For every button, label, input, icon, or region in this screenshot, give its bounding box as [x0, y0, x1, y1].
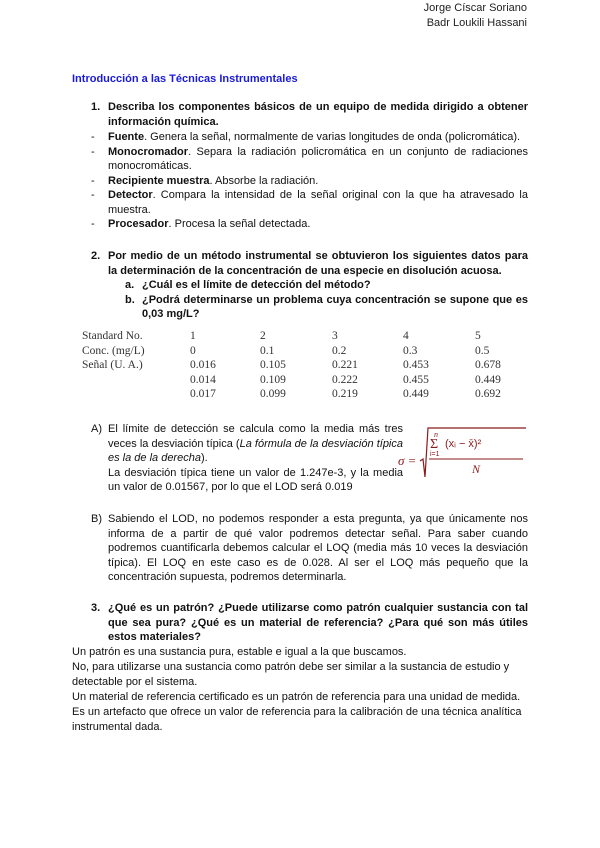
- sub-question: a. ¿Cuál es el límite de detección del método?: [125, 279, 371, 291]
- list-item: - Recipiente muestra. Absorbe la radiación.: [91, 174, 319, 187]
- data-table: [82, 330, 525, 403]
- svg-text:i=1: i=1: [430, 451, 440, 458]
- std-dev-formula: [398, 425, 528, 485]
- answer-paragraph: Un patrón es una sustancia pura, estable e igual a la que buscamos.: [72, 646, 407, 658]
- item-term: Monocromador: [108, 145, 189, 158]
- answer-label: A): [91, 423, 102, 435]
- item-desc: . Absorbe la radiación.: [209, 174, 319, 187]
- item-desc: . Genera la señal, normalmente de varias longitudes de onda (policromática).: [144, 131, 521, 143]
- question-3: [91, 601, 528, 645]
- answer-label: B): [91, 513, 102, 525]
- question-number: 3.: [91, 602, 101, 614]
- answer-paragraph: Un material de referencia certificado es un patrón de referencia para una unidad de medida. Es un artefacto que ofrece un valor de referencia para la calibración de una técnica analítica instrumental dada.: [72, 691, 522, 733]
- svg-text:n: n: [434, 430, 438, 439]
- svg-text:(xᵢ − x̄)²: (xᵢ − x̄)²: [445, 438, 482, 450]
- answer-b: [91, 512, 528, 585]
- answer-3: [72, 645, 532, 735]
- list-item: - Monocromador. Separa la radiación policromática en un conjunto de radiaciones monocromáticas.: [91, 145, 528, 172]
- list-item: - Detector. Compara la intensidad de la señal original con la que ha atravesado la muestra.: [91, 189, 528, 216]
- table-row: Standard No. 1 2 3 4 5: [82, 330, 481, 342]
- authors-header: [424, 1, 527, 31]
- author-name: Badr Loukili Hassani: [426, 17, 527, 29]
- svg-text:σ =: σ =: [398, 453, 417, 468]
- std-dev-formula-icon: [398, 425, 528, 485]
- component-list: [91, 130, 528, 232]
- item-term: Recipiente muestra: [108, 174, 210, 187]
- list-item: - Fuente. Genera la señal, normalmente de varias longitudes de onda (policromática).: [91, 131, 521, 143]
- list-item: - Procesador. Procesa la señal detectada.: [91, 218, 311, 230]
- table-row: 0.014 0.109 0.222 0.455 0.449: [190, 373, 501, 386]
- answer-a: A) El límite de detección se calcula como la media más tres veces la desviación típica (La fórmula de la desviación típica es la de la derecha). La desviación típica tiene un valor de 1.247e-3, y la media un valor de 0.01567, por lo que el LOD será 0.019: [91, 423, 403, 493]
- item-term: Procesador: [108, 218, 169, 230]
- author-name: Jorge Císcar Soriano: [423, 2, 527, 14]
- answer-b-text: Sabiendo el LOD, no podemos responder a esta pregunta, ya que únicamente nos informa de a partir de qué valor podremos detectar señal. Para saber cuando podremos cuantificarla debemos calcular el LOQ (media más 10 veces la desviación típica). El LOQ en este caso es de 0.028. Al ser el LOQ más pequeño que la concentración supuesta, podremos determinarla.: [108, 513, 528, 583]
- table-row: Conc. (mg/L) 0 0.1 0.2 0.3 0.5: [82, 344, 490, 357]
- item-desc: . Procesa la señal detectada.: [168, 218, 311, 230]
- question-2: [91, 249, 528, 322]
- question-1: [91, 100, 528, 129]
- table-row: Señal (U. A.) 0.016 0.105 0.221 0.453 0.678: [82, 359, 501, 371]
- answer-paragraph: No, para utilizarse una sustancia como patrón debe ser similar a la sustancia de estudio y detectable por el sistema.: [72, 661, 510, 688]
- question-text: Por medio de un método instrumental se obtuvieron los siguientes datos para la determinación de la concentración de una especie en disolución acuosa.: [108, 250, 528, 277]
- svg-text:Σ: Σ: [430, 437, 439, 452]
- question-text: Describa los componentes básicos de un equipo de medida dirigido a obtener información química.: [108, 101, 528, 128]
- svg-text:N: N: [472, 462, 481, 476]
- question-number: 1.: [91, 101, 101, 113]
- question-text: ¿Qué es un patrón? ¿Puede utilizarse como patrón cualquier sustancia con tal que sea pura? ¿Qué es un material de referencia? ¿Para qué son más útiles estos materiales?: [108, 602, 528, 643]
- table-row: 0.017 0.099 0.219 0.449 0.692: [190, 388, 501, 400]
- item-desc: . Separa la radiación policromática en un conjunto de radiaciones monocromáticas.: [108, 145, 528, 172]
- sub-questions: [125, 278, 528, 322]
- item-desc: . Compara la intensidad de la señal original con la que ha atravesado la muestra.: [108, 189, 528, 216]
- item-term: Fuente: [108, 131, 145, 143]
- item-term: Detector: [108, 189, 153, 201]
- answer-a-result: La desviación típica tiene un valor de 1.247e-3, y la media un valor de 0.01567, por lo que el LOD será 0.019: [108, 466, 403, 493]
- document-title: Introducción a las Técnicas Instrumentales: [72, 73, 298, 85]
- sub-question: b. ¿Podrá determinarse un problema cuya concentración se supone que es 0,03 mg/L?: [125, 293, 528, 320]
- question-number: 2.: [91, 250, 101, 262]
